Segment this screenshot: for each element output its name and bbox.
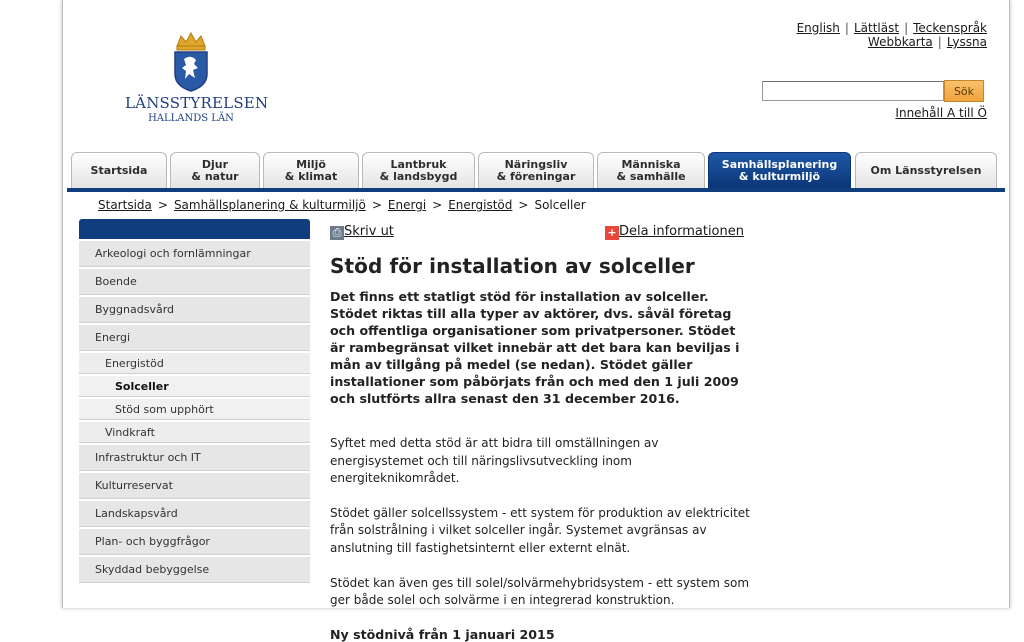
content-tools	[330, 224, 750, 246]
sidebar-item-solceller[interactable]: Solceller	[79, 376, 310, 397]
nav-tab-startsida[interactable]: Startsida	[71, 152, 167, 188]
link-listen[interactable]: Lyssna	[946, 35, 987, 49]
sidebar-nav	[79, 219, 310, 583]
section-heading-new-level: Ny stödnivå från 1 januari 2015	[330, 626, 555, 642]
page-frame	[62, 0, 1010, 642]
nav-underline	[67, 188, 1005, 192]
share-link[interactable]: Dela informationen	[619, 224, 744, 239]
link-english[interactable]: English	[796, 21, 840, 35]
nav-tab-lantbruk[interactable]: Lantbruk & landsbygd	[362, 152, 475, 188]
paragraph-system: Stödet gäller solcellssystem - ett system för produktion av elektricitet från solstrålning i vilket solceller ingår. Systemet avgränsas av anslutning till fastighetsinternt eller externt elnät.	[330, 505, 750, 555]
breadcrumb-energi[interactable]: Energi	[387, 198, 427, 212]
print-link[interactable]: Skriv ut	[344, 224, 394, 239]
share-link-wrap[interactable]	[605, 224, 744, 240]
main-content	[330, 224, 750, 642]
sidebar-item-energistod[interactable]: Energistöd	[79, 353, 310, 374]
lead-paragraph: Det finns ett statligt stöd för installation av solceller. Stödet riktas till alla typer av aktörer, dvs. såväl företag och offentliga organisationer som privatpersoner. Stödet är rambegränsat vilket innebär att det bara kan beviljas i mån av tillgång på medel (se nedan). Stödet gäller installationer som påbörjats från och med den 1 juli 2009 och slutförts allra senast den 31 december 2016.	[330, 289, 740, 406]
nav-tab-om-lansstyrelsen[interactable]: Om Länsstyrelsen	[855, 152, 997, 188]
sidebar-item-vindkraft[interactable]: Vindkraft	[79, 422, 310, 443]
nav-tab-miljo-klimat[interactable]: Miljö & klimat	[263, 152, 359, 188]
breadcrumb-energistod[interactable]: Energistöd	[448, 198, 513, 212]
sidebar-header	[79, 219, 310, 239]
nav-tab-naringsliv[interactable]: Näringsliv & föreningar	[478, 152, 594, 188]
search-input[interactable]	[762, 81, 944, 101]
breadcrumb-samhallsplanering[interactable]: Samhällsplanering & kulturmiljö	[173, 198, 366, 212]
coat-of-arms-icon	[171, 30, 211, 92]
main-nav	[71, 152, 1001, 188]
sidebar-item-stod-som-upphort[interactable]: Stöd som upphört	[79, 399, 310, 420]
utility-links: English | Lättläst | Teckenspråk Webbkarta | Lyssna	[796, 21, 987, 49]
logo-county-name: HALLANDS LÄN	[148, 113, 234, 124]
share-plus-icon: +	[605, 226, 619, 240]
nav-tab-djur-natur[interactable]: Djur & natur	[170, 152, 260, 188]
sidebar-item-byggnadsvard[interactable]: Byggnadsvård	[79, 297, 310, 323]
site-logo[interactable]	[125, 30, 269, 124]
paragraph-purpose: Syftet med detta stöd är att bidra till omställningen av energisystemet och till näringslivsutveckling inom energiteknikområdet.	[330, 436, 659, 486]
link-a-to-z[interactable]: Innehåll A till Ö	[895, 106, 987, 120]
sidebar-item-arkeologi[interactable]: Arkeologi och fornlämningar	[79, 241, 310, 267]
sidebar-item-landskapsvard[interactable]: Landskapsvård	[79, 501, 310, 527]
paragraph-hybrid: Stödet kan även ges till solel/solvärmehybridsystem - ett system som ger både solel och solvärme i en integrerad konstruktion.	[330, 575, 750, 608]
nav-tab-manniska[interactable]: Människa & samhälle	[597, 152, 705, 188]
print-link-wrap[interactable]	[330, 224, 394, 240]
sidebar-item-kulturreservat[interactable]: Kulturreservat	[79, 473, 310, 499]
link-sign-language[interactable]: Teckenspråk	[913, 21, 987, 35]
sidebar-item-skyddad-bebyggelse[interactable]: Skyddad bebyggelse	[79, 557, 310, 583]
page-title: Stöd för installation av solceller	[330, 254, 695, 278]
sidebar-item-boende[interactable]: Boende	[79, 269, 310, 295]
sidebar-item-plan-bygg[interactable]: Plan- och byggfrågor	[79, 529, 310, 555]
sidebar-item-energi[interactable]: Energi	[79, 325, 310, 351]
breadcrumb-startsida[interactable]: Startsida	[98, 198, 152, 212]
breadcrumb: Startsida > Samhällsplanering & kulturmiljö > Energi > Energistöd > Solceller	[98, 198, 586, 212]
breadcrumb-current: Solceller	[534, 198, 586, 212]
nav-tab-samhallsplanering[interactable]: Samhällsplanering & kulturmiljö	[708, 152, 851, 188]
search-form	[762, 80, 984, 102]
print-icon: ⎙	[330, 226, 344, 240]
link-sitemap[interactable]: Webbkarta	[867, 35, 933, 49]
sidebar-item-infrastruktur[interactable]: Infrastruktur och IT	[79, 445, 310, 471]
logo-org-name: LÄNSSTYRELSEN	[125, 94, 269, 112]
link-easy-read[interactable]: Lättläst	[853, 21, 900, 35]
search-button[interactable]: Sök	[944, 80, 984, 102]
